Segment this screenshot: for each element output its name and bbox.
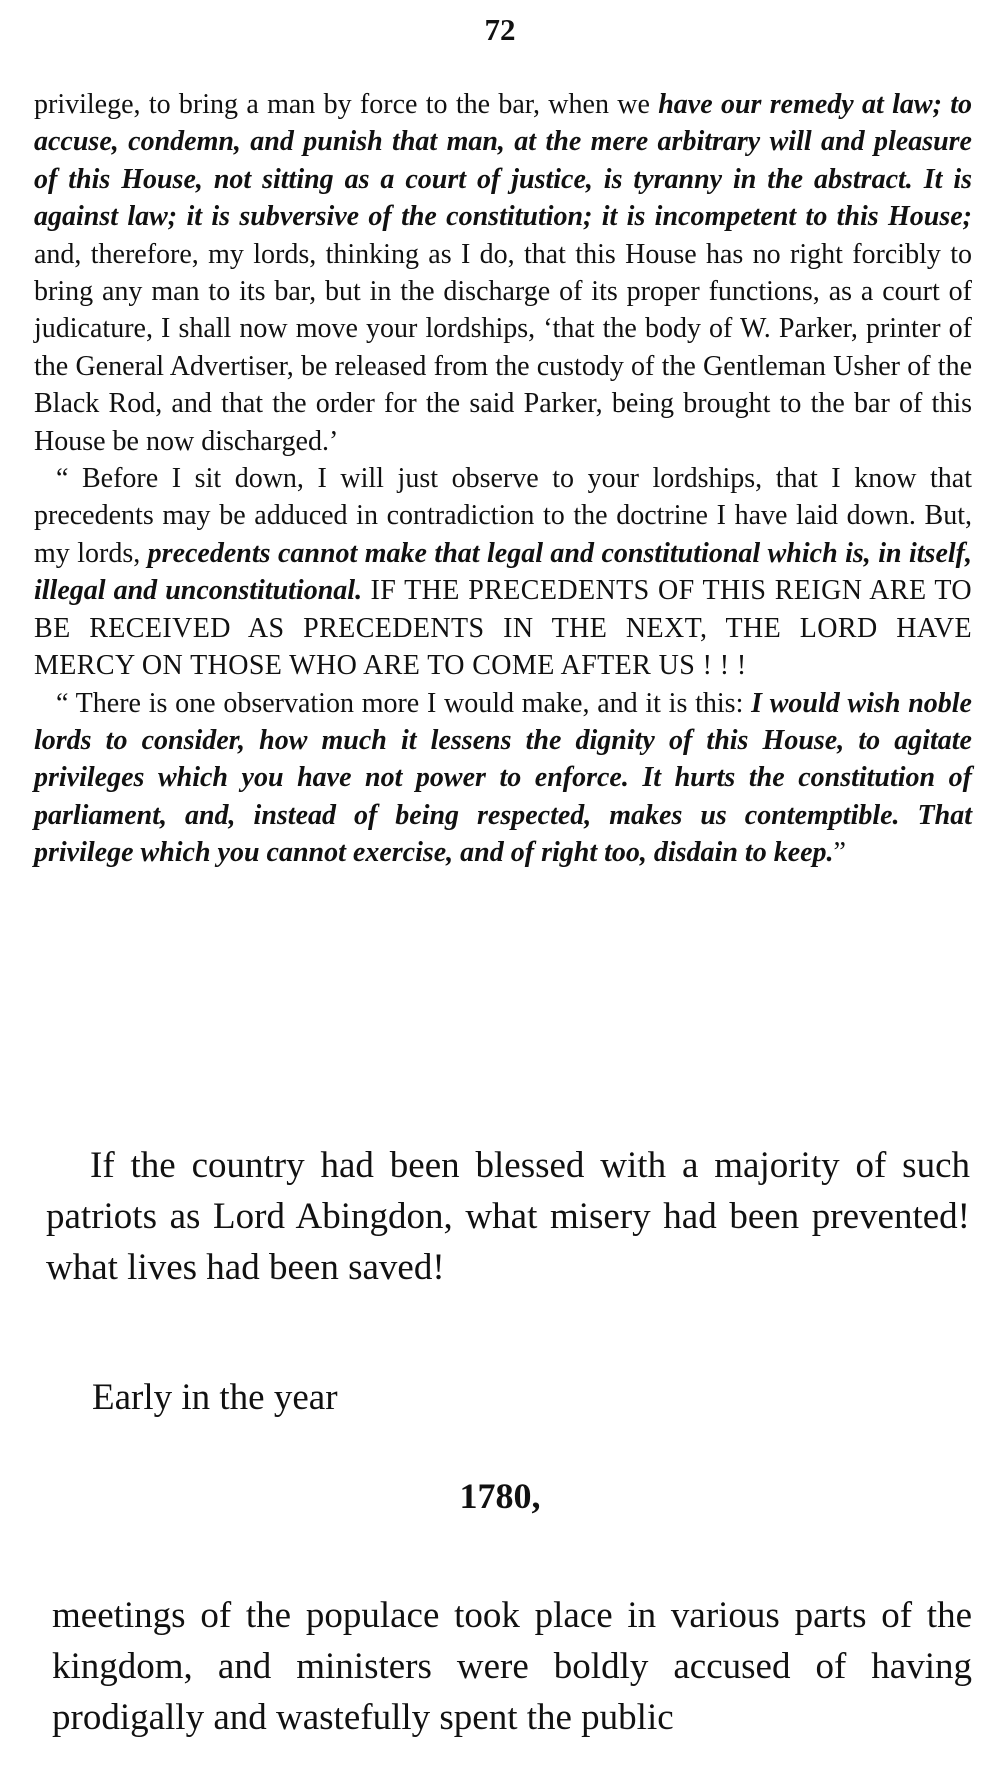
quoted-speech	[34, 86, 972, 872]
body-paragraph-patriots: If the country had been blessed with a majority of such patriots as Lord Abingdon, what misery had been prevented! what lives had been saved!	[46, 1145, 970, 1288]
quote-text: and, therefore, my lords, thinking as I do, that this House has no right forcibly to bring any man to its bar, but in the discharge of its proper functions, as a court of judicature, I shall now move your lordships, ‘that the body of W. Parker, printer of the General Advertiser, be released from the custody of the Gentleman Usher of the Black Rod, and that the order for the said Parker, being brought to the bar of this House be now discharged.’	[34, 238, 972, 457]
quote-capitals: IF THE PRECEDENTS OF THIS REIGN ARE TO BE RECEIVED AS PRECEDENTS IN THE NEXT, THE LORD HAVE MERCY ON THOSE WHO ARE TO COME AFTER US ! ! !	[34, 575, 973, 682]
page-number: 72	[484, 12, 516, 47]
quote-paragraph-1	[34, 86, 972, 460]
body-paragraph-early: Early in the year	[92, 1377, 338, 1418]
quote-paragraph-3	[34, 685, 972, 872]
quote-text: “ There is one observation more I would make, and it is this:	[56, 687, 752, 719]
quote-emphasis: I would wish noble lords to consider, how much it lessens the dignity of this House, to agitate privileges which you have not power to enforce. It hurts the constitution of parliament, and, instead of being respected, makes us contemptible. That privilege which you cannot exercise, and of right too, disdain to keep.	[34, 687, 972, 869]
quote-text: “ Before I sit down, I will just observe to your lordships, that I know that precedents may be adduced in contradiction to the doctrine I have laid down. But, my lords,	[34, 463, 972, 569]
quote-text: ”	[833, 837, 846, 869]
quote-emphasis: have our remedy at law; to accuse, condemn, and punish that man, at the mere arbitrary will and pleasure of this House, not sitting as a court of justice, is tyranny in the abstract. It is against law; it is subversive of the constitution; it is incompetent to this House;	[34, 89, 972, 233]
body-paragraph-meetings: meetings of the populace took place in various parts of the kingdom, and ministers were boldly accused of having prodigally and wastefully spent the public	[52, 1595, 972, 1738]
quote-paragraph-2	[34, 460, 972, 684]
quote-text: privilege, to bring a man by force to the bar, when we	[34, 89, 659, 120]
year-heading: 1780,	[459, 1476, 541, 1516]
quote-emphasis: precedents cannot make that legal and constitutional which is, in itself, illegal and unconstitutional.	[34, 537, 972, 607]
